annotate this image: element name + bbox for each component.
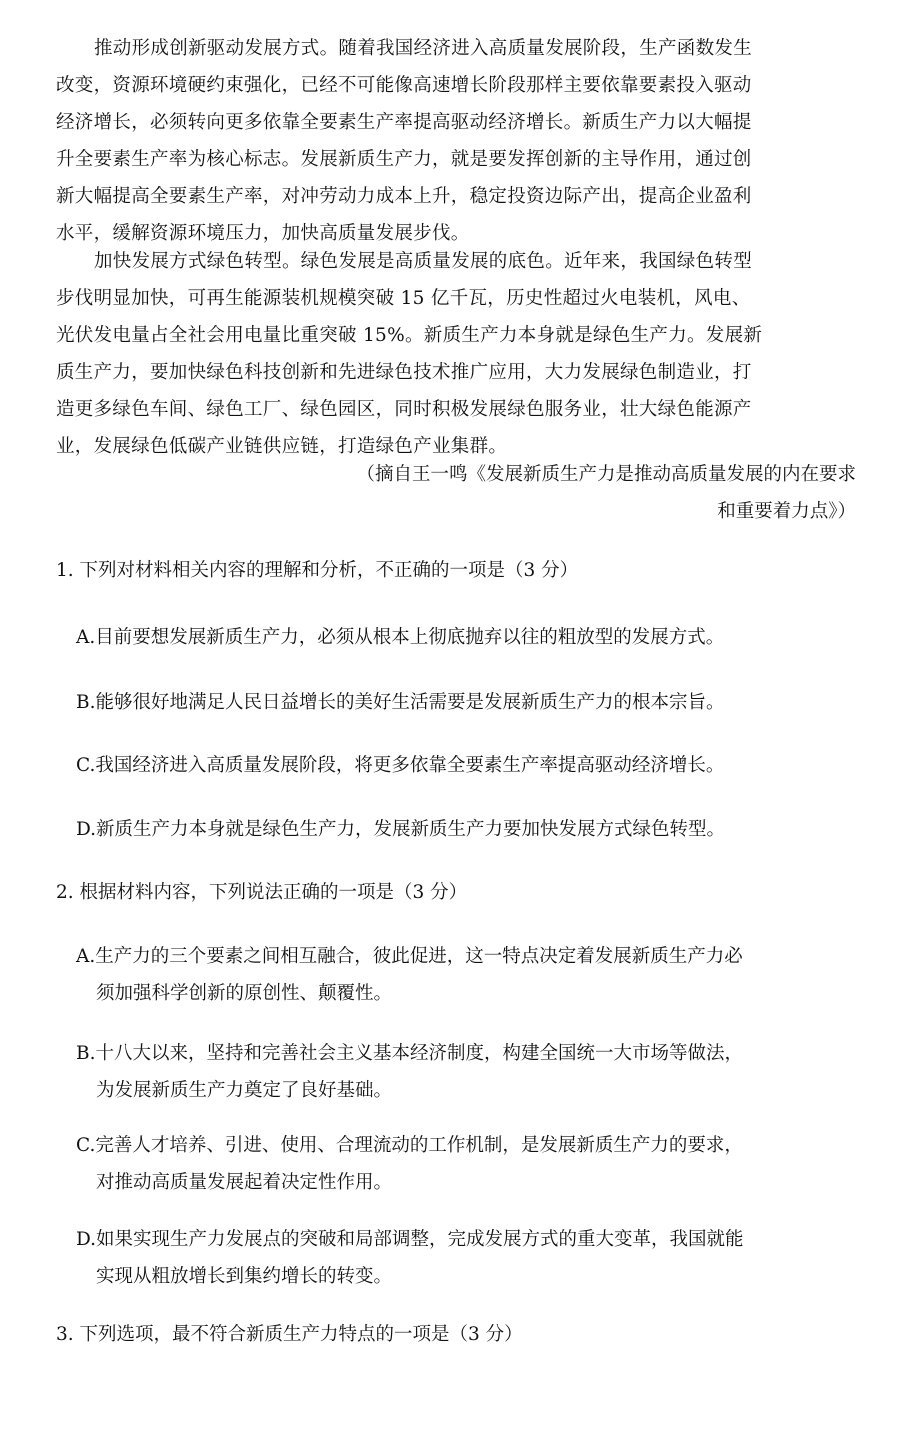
answer-option bbox=[76, 938, 866, 1012]
passage-paragraph bbox=[56, 243, 856, 465]
source-line: （摘自王一鸣《发展新质生产力是推动高质量发展的内在要求 bbox=[356, 464, 856, 485]
paragraph-line: 新大幅提高全要素生产率，对冲劳动力成本上升，稳定投资边际产出，提高企业盈利 bbox=[56, 186, 752, 207]
answer-option bbox=[76, 747, 866, 784]
source-attribution bbox=[356, 456, 856, 530]
paragraph-line: 升全要素生产率为核心标志。发展新质生产力，就是要发挥创新的主导作用，通过创 bbox=[56, 149, 752, 170]
paragraph-line: 业，发展绿色低碳产业链供应链，打造绿色产业集群。 bbox=[56, 436, 508, 457]
option-line: B.能够很好地满足人民日益增长的美好生活需要是发展新质生产力的根本宗旨。 bbox=[76, 692, 725, 713]
option-line: D.新质生产力本身就是绿色生产力，发展新质生产力要加快发展方式绿色转型。 bbox=[76, 819, 726, 840]
option-line: 为发展新质生产力奠定了良好基础。 bbox=[96, 1080, 393, 1101]
answer-option bbox=[76, 619, 866, 656]
option-line: 实现从粗放增长到集约增长的转变。 bbox=[96, 1266, 393, 1287]
answer-option bbox=[76, 1127, 866, 1201]
paragraph-line: 经济增长，必须转向更多依靠全要素生产率提高驱动经济增长。新质生产力以大幅提 bbox=[56, 112, 752, 133]
option-line: 须加强科学创新的原创性、颠覆性。 bbox=[96, 983, 393, 1004]
paragraph-line: 造更多绿色车间、绿色工厂、绿色园区，同时积极发展绿色服务业，壮大绿色能源产 bbox=[56, 399, 752, 420]
paragraph-line: 水平，缓解资源环境压力，加快高质量发展步伐。 bbox=[56, 223, 470, 244]
passage-paragraph bbox=[56, 30, 856, 252]
paragraph-line: 质生产力，要加快绿色科技创新和先进绿色技术推广应用，大力发展绿色制造业，打 bbox=[56, 362, 752, 383]
option-line: 对推动高质量发展起着决定性作用。 bbox=[96, 1172, 393, 1193]
answer-option bbox=[76, 1035, 866, 1109]
paragraph-line: 光伏发电量占全社会用电量比重突破 15%。新质生产力本身就是绿色生产力。发展新 bbox=[56, 325, 763, 346]
option-line: A.目前要想发展新质生产力，必须从根本上彻底抛弃以往的粗放型的发展方式。 bbox=[76, 627, 725, 648]
answer-option bbox=[76, 1221, 866, 1295]
answer-option bbox=[76, 684, 866, 721]
source-line: 和重要着力点》） bbox=[717, 501, 856, 522]
paragraph-line: 推动形成创新驱动发展方式。随着我国经济进入高质量发展阶段，生产函数发生 bbox=[94, 38, 753, 59]
option-line: C.完善人才培养、引进、使用、合理流动的工作机制，是发展新质生产力的要求， bbox=[76, 1135, 743, 1156]
option-line: A.生产力的三个要素之间相互融合，彼此促进，这一特点决定着发展新质生产力必 bbox=[76, 946, 743, 967]
paragraph-line: 加快发展方式绿色转型。绿色发展是高质量发展的底色。近年来，我国绿色转型 bbox=[94, 251, 753, 272]
question-stem: 3. 下列选项，最不符合新质生产力特点的一项是（3 分） bbox=[56, 1324, 523, 1345]
paragraph-line: 改变，资源环境硬约束强化，已经不可能像高速增长阶段那样主要依靠要素投入驱动 bbox=[56, 75, 752, 96]
option-line: C.我国经济进入高质量发展阶段，将更多依靠全要素生产率提高驱动经济增长。 bbox=[76, 755, 725, 776]
question-stem: 1. 下列对材料相关内容的理解和分析，不正确的一项是（3 分） bbox=[56, 560, 579, 581]
answer-option bbox=[76, 811, 866, 848]
paragraph-line: 步伐明显加快，可再生能源装机规模突破 15 亿千瓦，历史性超过火电装机，风电、 bbox=[56, 288, 751, 309]
option-line: D.如果实现生产力发展点的突破和局部调整，完成发展方式的重大变革，我国就能 bbox=[76, 1229, 744, 1250]
question-stem: 2. 根据材料内容，下列说法正确的一项是（3 分） bbox=[56, 882, 468, 903]
option-line: B.十八大以来，坚持和完善社会主义基本经济制度，构建全国统一大市场等做法， bbox=[76, 1043, 743, 1064]
